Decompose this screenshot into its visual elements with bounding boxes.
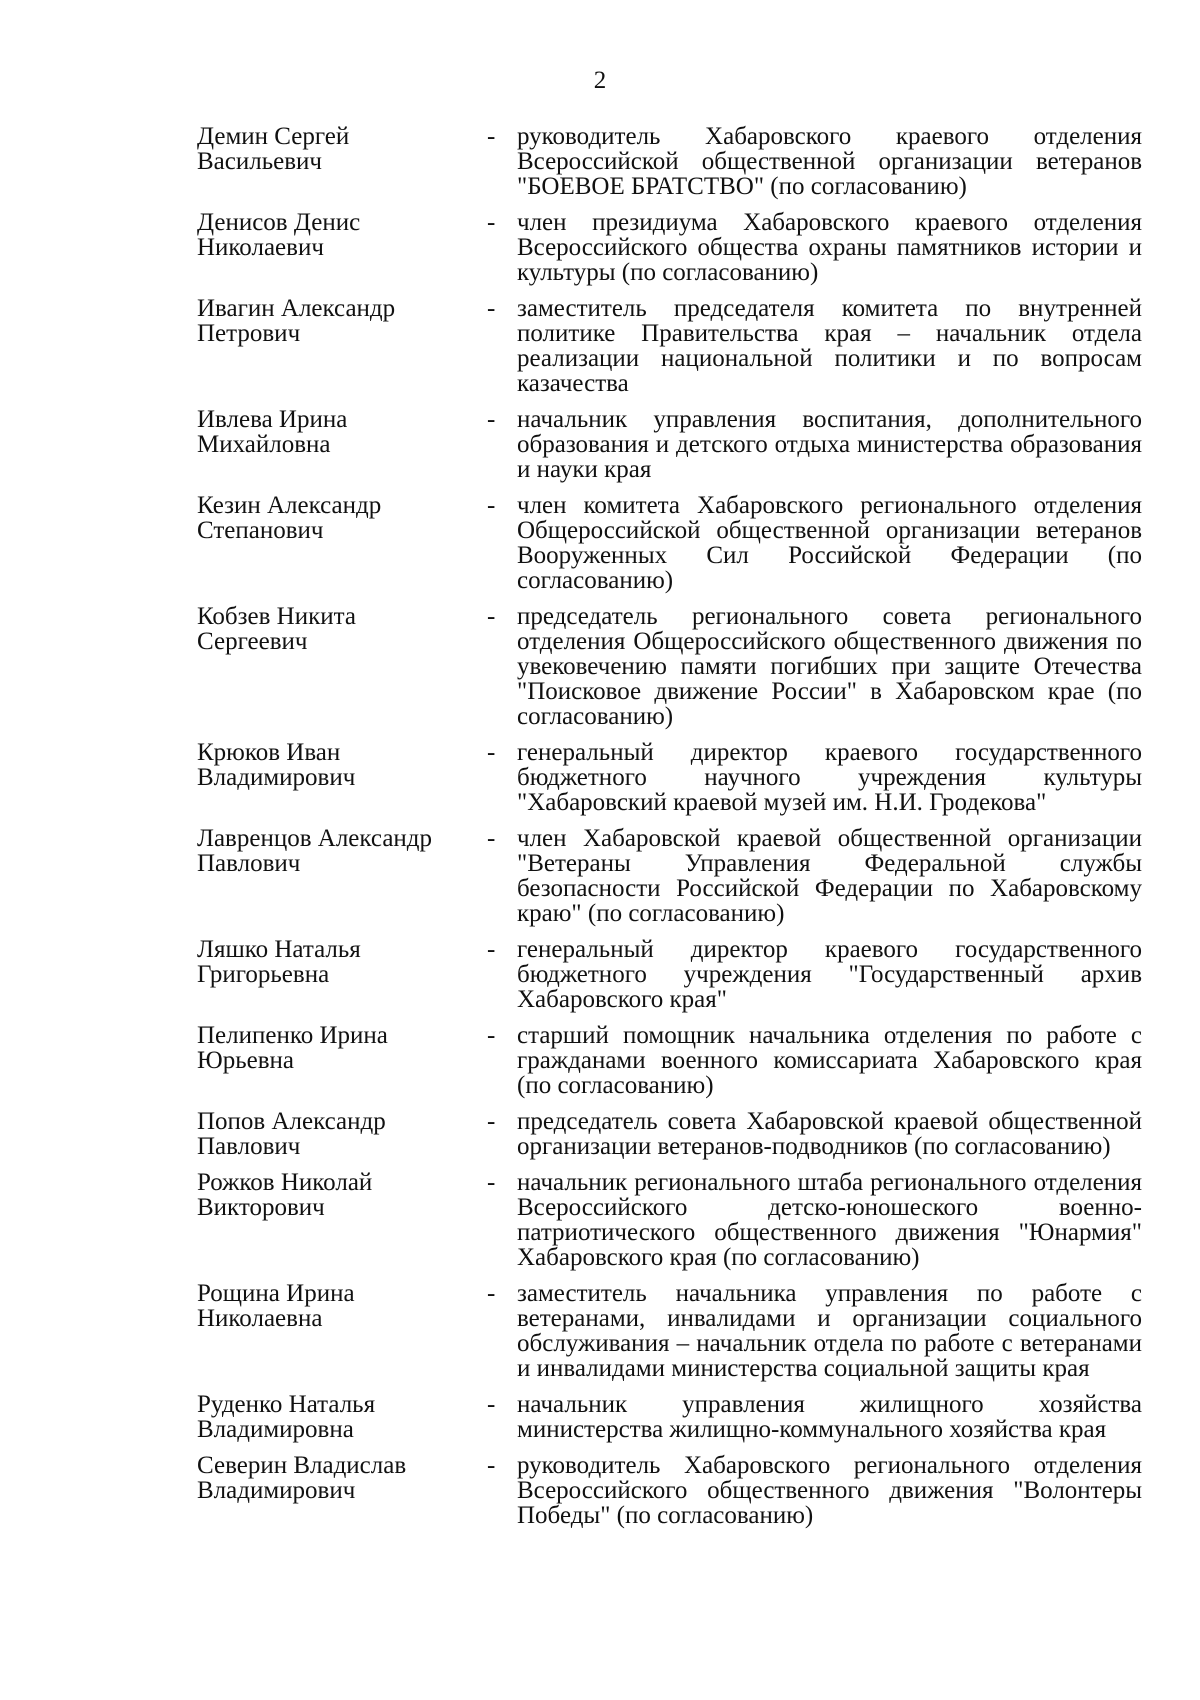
member-name [197,1281,487,1381]
member-patronymic: Степанович [197,517,324,544]
member-name [197,937,487,1012]
dash-separator: - [487,406,496,433]
member-patronymic: Николаевич [197,234,324,261]
member-entry [197,937,1152,1012]
member-position: начальник управления жилищного хозяйства министерства жилищно-коммунального хозяйства края [517,1391,1142,1443]
member-position: генеральный директор краевого государственного бюджетного научного учреждения культуры "Хабаровский краевой музей им. Н.И. Гродекова" [517,739,1142,816]
dash-separator: - [487,1169,496,1196]
member-entry [197,407,1152,482]
member-patronymic: Николаевна [197,1305,323,1332]
member-patronymic: Васильевич [197,148,322,175]
member-name [197,1392,487,1442]
member-name [197,407,487,482]
dash-separator: - [487,1108,496,1135]
member-position: член президиума Хабаровского краевого отделения Всероссийского общества охраны памятников истории и культуры (по согласованию) [517,209,1142,286]
dash-separator: - [487,295,496,322]
member-surname-name: Рожков Николай [197,1169,373,1196]
member-entry [197,1023,1152,1098]
member-position: генеральный директор краевого государственного бюджетного учреждения "Государственный архив Хабаровского края" [517,936,1142,1013]
member-entry [197,210,1152,285]
member-patronymic: Петрович [197,320,301,347]
dash-separator: - [487,492,496,519]
member-list [197,124,1152,1539]
member-patronymic: Григорьевна [197,961,330,988]
member-patronymic: Павлович [197,1133,301,1160]
dash-separator: - [487,1391,496,1418]
dash-separator: - [487,1280,496,1307]
member-surname-name: Денисов Денис [197,209,361,236]
member-position: руководитель Хабаровского краевого отделения Всероссийской общественной организации ветеранов "БОЕВОЕ БРАТСТВО" (по согласованию) [517,123,1142,200]
member-name [197,296,487,396]
member-name [197,1453,487,1528]
member-name [197,604,487,729]
member-entry [197,1170,1152,1270]
member-name [197,826,487,926]
member-surname-name: Попов Александр [197,1108,386,1135]
member-position: старший помощник начальника отделения по работе с гражданами военного комиссариата Хабаровского края (по согласованию) [517,1022,1142,1099]
member-surname-name: Пелипенко Ирина [197,1022,388,1049]
member-entry [197,740,1152,815]
member-entry [197,1392,1152,1442]
member-surname-name: Северин Владислав [197,1452,407,1479]
dash-separator: - [487,603,496,630]
dash-separator: - [487,739,496,766]
member-name [197,1023,487,1098]
member-entry [197,296,1152,396]
member-patronymic: Юрьевна [197,1047,294,1074]
dash-separator: - [487,123,496,150]
dash-separator: - [487,825,496,852]
member-position: председатель совета Хабаровской краевой общественной организации ветеранов-подводников (по согласованию) [517,1108,1142,1160]
member-name [197,493,487,593]
member-entry [197,1109,1152,1159]
member-surname-name: Рощина Ирина [197,1280,355,1307]
member-surname-name: Ивлева Ирина [197,406,348,433]
member-patronymic: Михайловна [197,431,331,458]
member-entry [197,1281,1152,1381]
member-name [197,1170,487,1270]
dash-separator: - [487,1452,496,1479]
member-entry [197,493,1152,593]
member-surname-name: Ляшко Наталья [197,936,361,963]
member-surname-name: Руденко Наталья [197,1391,376,1418]
member-patronymic: Владимирович [197,1477,356,1504]
member-position: заместитель начальника управления по работе с ветеранами, инвалидами и организации социального обслуживания – начальник отдела по работе с ветеранами и инвалидами министерства социальной защиты края [517,1280,1142,1382]
dash-separator: - [487,936,496,963]
page-number: 2 [593,67,607,94]
member-position: заместитель председателя комитета по внутренней политике Правительства края – начальник отдела реализации национальной политики и по вопросам казачества [517,295,1142,397]
member-position: член комитета Хабаровского регионального отделения Общероссийской общественной организации ветеранов Вооруженных Сил Российской Федерации (по согласованию) [517,492,1142,594]
member-name [197,740,487,815]
dash-separator: - [487,209,496,236]
member-position: председатель регионального совета регионального отделения Общероссийского общественного движения по увековечению памяти погибших при защите Отечества "Поисковое движение России" в Хабаровском крае (по согласованию) [517,603,1142,730]
member-name [197,124,487,199]
member-position: начальник регионального штаба регионального отделения Всероссийского детско-юношеского военно-патриотического общественного движения "Юнармия" Хабаровского края (по согласованию) [517,1169,1142,1271]
member-patronymic: Сергеевич [197,628,308,655]
member-position: руководитель Хабаровского регионального отделения Всероссийского общественного движения "Волонтеры Победы" (по согласованию) [517,1452,1142,1529]
member-entry [197,1453,1152,1528]
member-surname-name: Кобзев Никита [197,603,356,630]
member-position: член Хабаровской краевой общественной организации "Ветераны Управления Федеральной службы безопасности Российской Федерации по Хабаровскому краю" (по согласованию) [517,825,1142,927]
member-patronymic: Владимировна [197,1416,354,1443]
member-name [197,210,487,285]
member-entry [197,604,1152,729]
member-patronymic: Викторович [197,1194,325,1221]
member-entry [197,124,1152,199]
member-surname-name: Ивагин Александр [197,295,396,322]
member-entry [197,826,1152,926]
dash-separator: - [487,1022,496,1049]
member-surname-name: Лавренцов Александр [197,825,433,852]
member-surname-name: Крюков Иван [197,739,341,766]
member-surname-name: Кезин Александр [197,492,382,519]
member-patronymic: Владимирович [197,764,356,791]
member-surname-name: Демин Сергей [197,123,350,150]
member-name [197,1109,487,1159]
member-position: начальник управления воспитания, дополнительного образования и детского отдыха министерства образования и науки края [517,406,1142,483]
member-patronymic: Павлович [197,850,301,877]
